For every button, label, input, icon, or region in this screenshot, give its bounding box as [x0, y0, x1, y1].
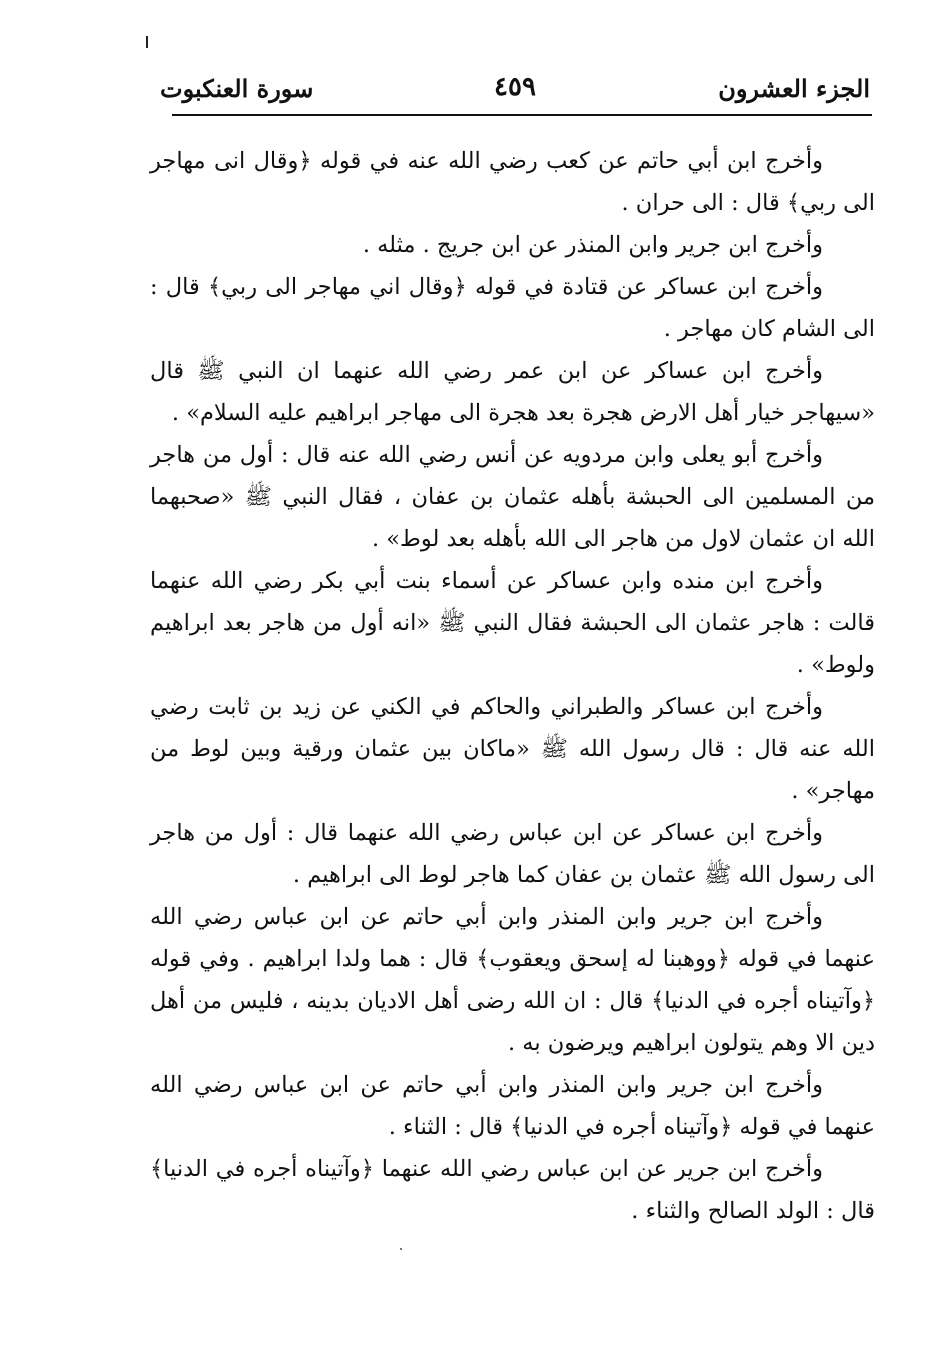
- surah-title: سورة العنكبوت: [160, 74, 314, 103]
- paragraph: وأخرج ابن عساكر والطبراني والحاكم في الكني عن زيد بن ثابت رضي الله عنه قال : قال رسول الله ﷺ «ماكان بين عثمان ورقية وبين لوط من مهاجر» .: [150, 694, 875, 804]
- margin-mark: [146, 36, 148, 48]
- paragraph: وأخرج ابن جرير وابن المنذر وابن أبي حاتم عن ابن عباس رضي الله عنهما في قوله ﴿ووهبنا له إسحق ويعقوب﴾ قال : هما ولدا ابراهيم . وفي قوله ﴿وآتيناه أجره في الدنيا﴾ قال : ان الله رضى أهل الاديان بدينه ، فليس من أهل دين الا وهم يتولون ابراهيم ويرضون به .: [150, 904, 875, 1056]
- scan-speck: [400, 1248, 402, 1250]
- paragraph: وأخرج أبو يعلى وابن مردويه عن أنس رضي الله عنه قال : أول من هاجر من المسلمين الى الحبشة بأهله عثمان بن عفان ، فقال النبي ﷺ «صحبهما الله ان عثمان لاول من هاجر الى الله بأهله بعد لوط» .: [150, 442, 875, 552]
- paragraph: وأخرج ابن عساكر عن قتادة في قوله ﴿وقال اني مهاجر الى ربي﴾ قال : الى الشام كان مهاجر .: [150, 274, 875, 342]
- paragraph: وأخرج ابن أبي حاتم عن كعب رضي الله عنه في قوله ﴿وقال انى مهاجر الى ربي﴾ قال : الى حران .: [150, 148, 875, 216]
- paragraph: وأخرج ابن عساكر عن ابن عمر رضي الله عنهما ان النبي ﷺ قال «سيهاجر خيار أهل الارض هجرة بعد هجرة الى مهاجر ابراهيم عليه السلام» .: [150, 358, 875, 426]
- header-rule: [172, 114, 872, 116]
- paragraph: وأخرج ابن منده وابن عساكر عن أسماء بنت أبي بكر رضي الله عنهما قالت : هاجر عثمان الى الحبشة فقال النبي ﷺ «انه أول من هاجر بعد ابراهيم ولوط» .: [150, 568, 875, 678]
- page-body: [150, 140, 875, 1232]
- paragraph: وأخرج ابن جرير عن ابن عباس رضي الله عنهما ﴿وآتيناه أجره في الدنيا﴾ قال : الولد الصالح والثناء .: [150, 1156, 875, 1224]
- paragraph: وأخرج ابن جرير وابن المنذر عن ابن جريج . مثله .: [362, 232, 823, 258]
- page-number: ٤٥٩: [494, 72, 536, 102]
- paragraph: وأخرج ابن عساكر عن ابن عباس رضي الله عنهما قال : أول من هاجر الى رسول الله ﷺ عثمان بن عفان كما هاجر لوط الى ابراهيم .: [150, 820, 875, 888]
- paragraph: وأخرج ابن جرير وابن المنذر وابن أبي حاتم عن ابن عباس رضي الله عنهما في قوله ﴿وآتيناه أجره في الدنيا﴾ قال : الثناء .: [150, 1072, 875, 1140]
- part-title: الجزء العشرون: [718, 74, 870, 103]
- page-header: [160, 68, 870, 110]
